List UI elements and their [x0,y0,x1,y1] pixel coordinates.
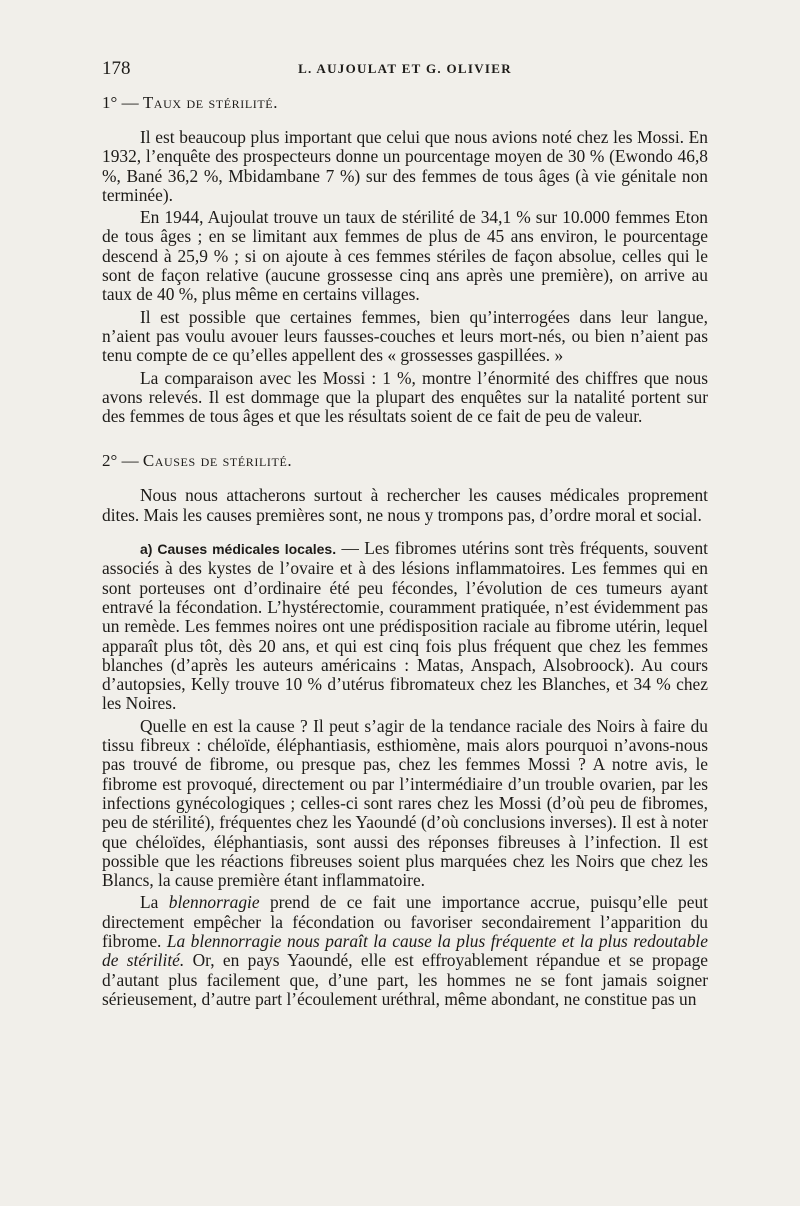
paragraph: Quelle en est la cause ? Il peut s’agir de la tendance raciale des Noirs à faire du tissu fibreux : chéloïde, éléphantiasis, esthiomène, mais alors pourquoi n’avons-nous pas trouvé de fibrome, ou presque pas, chez les femmes Mossi ? A notre avis, le fibrome est provoqué, directement ou par l’intermédiaire d’un trouble ovarien, par les infections gynécologiques ; celles-ci sont rares chez les Mossi (d’où peu de fibromes, peu de stérilité), fréquentes chez les Yaoundé (d’où conclusions inverses). Il est à noter que chéloïdes, éléphantiasis, sont aussi des réponses fibreuses à l’infection. Il est possible que les réactions fibreuses soient plus marquées chez les Noirs que chez les Blancs, la cause première étant inflammatoire. [102,715,708,891]
text-run: Or, en pays Yaoundé, elle est effroyablement répandue et se propage d’autant plus facilement que, d’une part, les hommes ne se font jamais soigner sérieusement, d’autre part l’écoulement uréthral, même abondant, ne constitue pas un [102,950,708,1009]
subsection-a-paragraph [102,539,708,714]
section-number: 2° [102,451,118,471]
section-heading-causes [102,450,708,472]
paragraph-blennorragie [102,893,708,1009]
paragraph: La comparaison avec les Mossi : 1 %, montre l’énormité des chiffres que nous avons relevés. Il est dommage que la plupart des enquêtes sur la natalité portent sur des femmes de tous âges et que les résultats soient de ce fait de peu de valeur. [102,367,708,427]
page-header [102,58,708,82]
section-heading-sterility-rate [102,92,708,114]
paragraph: Nous nous attacherons surtout à rechercher les causes médicales proprement dites. Mais les causes premières sont, ne nous y trompons pas, d’ordre moral et social. [102,485,708,525]
section-title: Taux de stérilité. [142,93,279,112]
article-body [102,92,708,1009]
paragraph: Il est possible que certaines femmes, bien qu’interrogées dans leur langue, n’aient pas voulu avouer leurs fausses-couches et leurs mort-nés, ou bien n’aient pas tenu compte de ce qu’elles appellent des « grossesses gaspillées. » [102,306,708,366]
running-title: L. AUJOULAT ET G. OLIVIER [298,61,512,76]
paragraph: Il est beaucoup plus important que celui que nous avions noté chez les Mossi. En 1932, l’enquête des prospecteurs donne un pourcentage moyen de 30 % (Ewondo 46,8 %, Bané 36,2 %, Mbidambane 7 %) sur des femmes de tous âges (à vie génitale non terminée). [102,127,708,205]
text-run: La [140,892,169,913]
section-dash: — [117,93,143,112]
subsection-text: Les fibromes utérins sont très fréquents, souvent associés à des kystes de l’ovaire et à des lésions inflammatoires. Les femmes qui en sont porteuses ont d’ordinaire été peu fécondes, l’évolution de ces tumeurs ayant entravé la fécondation. L’hystérectomie, couramment pratiquée, n’est évidemment pas un remède. Les femmes noires ont une prédisposition raciale au fibrome utérin, lequel apparaît plus tôt, dès 20 ans, et qui est cinq fois plus fréquent que chez les femmes blanches (d’après les auteurs américains : Matas, Anspach, Alsobroock). Au cours d’autopsies, Kelly trouve 10 % d’utérus fibromateux chez les Blanches, et 34 % chez les Noires. [102,538,708,714]
italic-sentence: La blennorragie nous paraît la cause la plus fréquente et la plus redoutable de stérilité. [102,930,708,971]
page-number: 178 [102,58,131,79]
subsection-title: Causes médicales locales. [157,541,337,558]
subsection-dash: — [336,538,365,559]
subsection-label: a) [140,541,158,558]
section-title: Causes de stérilité. [142,451,293,471]
section-dash: — [117,451,143,471]
paragraph: En 1944, Aujoulat trouve un taux de stérilité de 34,1 % sur 10.000 femmes Eton de tous âges ; en se limitant aux femmes de plus de 45 ans environ, le pourcentage descend à 25,9 % ; si on ajoute à ces femmes stériles de façon absolue, celles qui le sont de façon relative (aucune grossesse cinq ans après une première), on arrive au taux de 40 %, plus même en certains villages. [102,207,708,305]
text-run: prend de ce fait une importance accrue, puisqu’elle peut directement empêcher la fécondation ou favoriser secondairement l’apparition du fibrome. [102,892,708,951]
italic-term: blennorragie [168,892,260,913]
section-number: 1° [102,93,118,112]
